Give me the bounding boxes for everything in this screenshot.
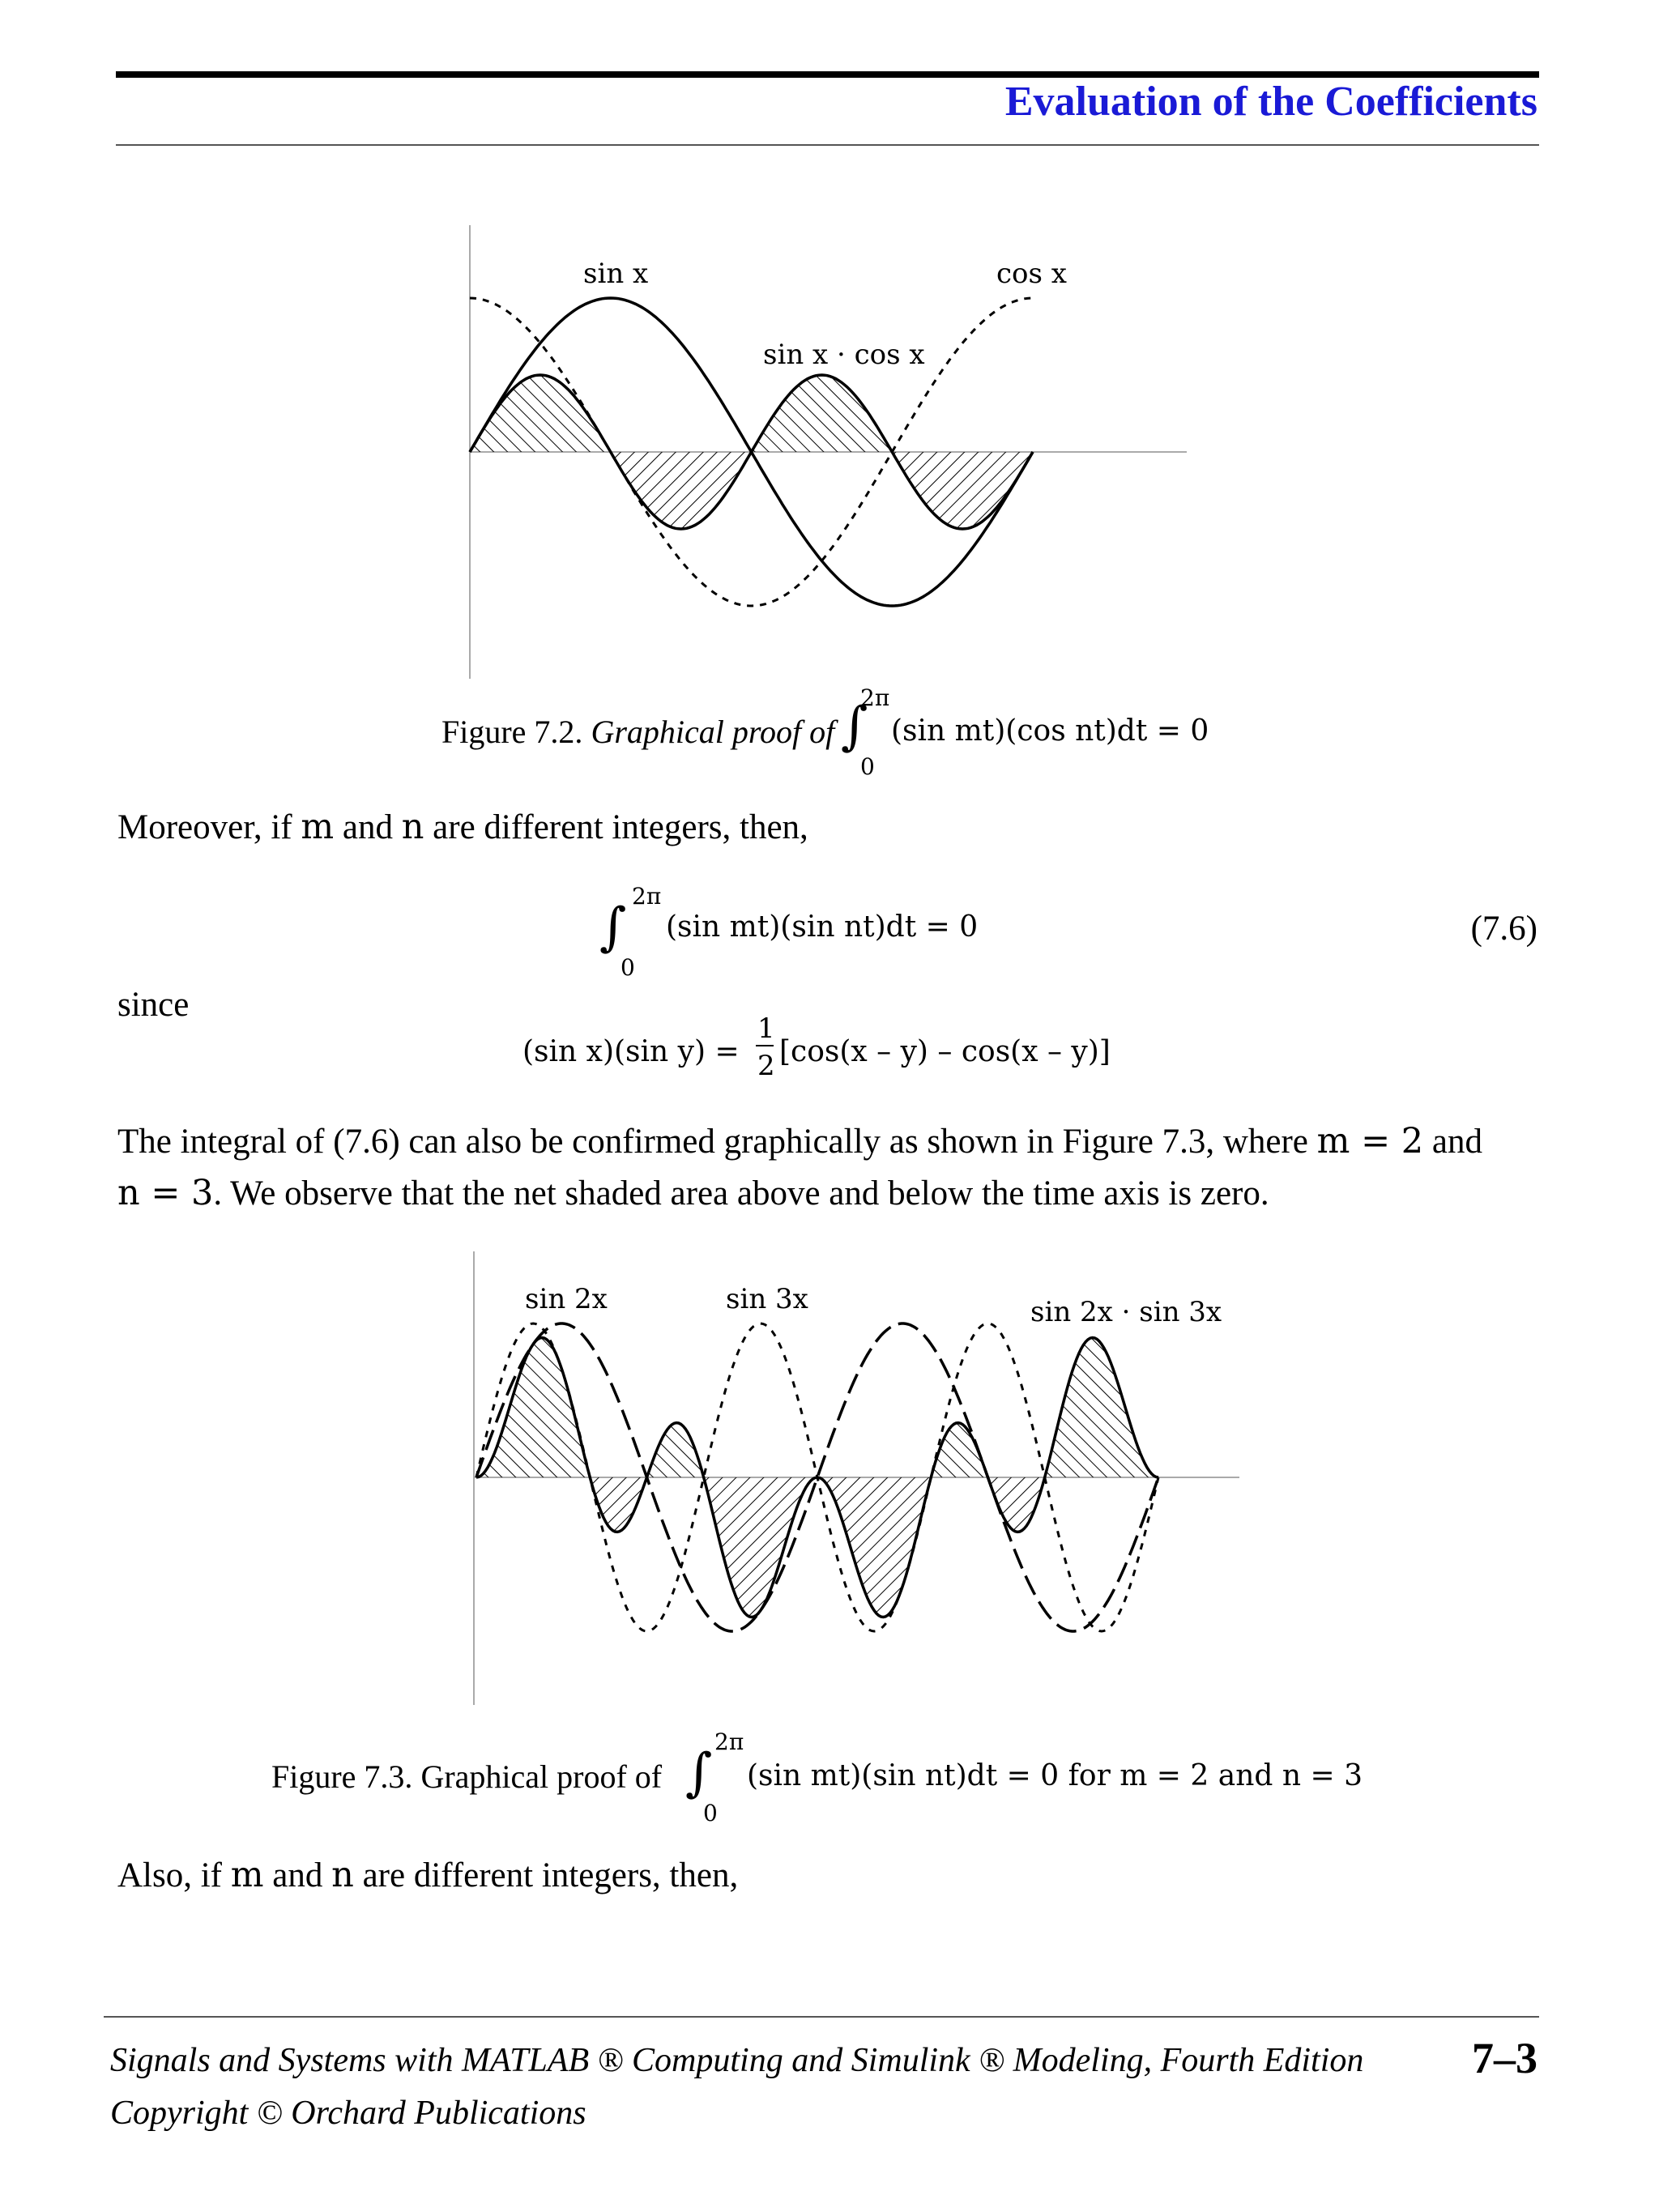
text: The integral of (7.6) can also be confirmed graphically as shown in Figure 7.3, where — [117, 1123, 1317, 1161]
upper-limit: 2π — [714, 1728, 744, 1755]
caption-prefix: Figure 7.3. — [271, 1758, 413, 1795]
text: and — [263, 1856, 332, 1894]
since-label: since — [117, 986, 190, 1024]
m-equals: m = 2 — [1316, 1121, 1424, 1161]
footer-copyright: Copyright © Orchard Publications — [110, 2095, 586, 2132]
footer-book-title: Signals and Systems with MATLAB ® Computing and Simulink ® Modeling, Fourth Edition — [110, 2042, 1364, 2079]
text: Moreover, if — [117, 808, 301, 846]
fraction-numerator: 1 — [757, 1012, 775, 1045]
n-equals: n = 3 — [117, 1173, 214, 1213]
fig73-label-sin2x: sin 2x — [525, 1283, 608, 1315]
caption-prefix: Figure 7.2. — [441, 714, 583, 750]
integral-sign: ∫ — [841, 697, 868, 757]
footer-divider — [104, 2016, 1539, 2018]
figure-7-3-caption — [271, 1758, 662, 1796]
var-m: m — [301, 807, 335, 847]
identity-lhs: (sin x)(sin y) = — [522, 1035, 740, 1068]
text: are different integers, then, — [353, 1856, 739, 1894]
fig73-label-sin3x: sin 3x — [726, 1283, 808, 1315]
fig72-label-cos: cos x — [996, 258, 1067, 290]
fig73-label-product: sin 2x · sin 3x — [1030, 1296, 1222, 1328]
var-n: n — [401, 807, 424, 847]
text: and — [1423, 1123, 1482, 1161]
upper-limit: 2π — [860, 684, 890, 711]
text: . We observe that the net shaded area above and below the time axis is zero. — [213, 1174, 1269, 1213]
lower-limit: 0 — [703, 1800, 718, 1826]
var-n: n — [331, 1855, 354, 1895]
caption-integrand: (sin mt)(sin nt)dt = 0 for m = 2 and n = 3 — [747, 1759, 1363, 1792]
paragraph-3 — [117, 1855, 738, 1895]
integral-sign: ∫ — [599, 897, 627, 957]
fig72-label-sin: sin x — [583, 258, 649, 290]
caption-text: Graphical proof of — [420, 1758, 663, 1795]
text: Also, if — [117, 1856, 231, 1894]
equation-7-6: (sin mt)(sin nt)dt = 0 — [666, 910, 979, 944]
fig72-label-product: sin x · cos x — [763, 339, 925, 371]
caption-integrand: (sin mt)(cos nt)dt = 0 — [891, 714, 1209, 748]
text: and — [334, 808, 402, 846]
section-title: Evaluation of the Coefficients — [1004, 79, 1537, 125]
fraction-denominator: 2 — [757, 1050, 775, 1082]
equation-number: (7.6) — [1470, 910, 1537, 948]
page-number: 7–3 — [1472, 2034, 1537, 2082]
var-m: m — [230, 1855, 264, 1895]
caption-text: Graphical proof of — [591, 714, 835, 750]
text: are different integers, then, — [424, 808, 808, 846]
lower-limit: 0 — [860, 753, 875, 780]
identity-rhs: [cos(x – y) – cos(x – y)] — [779, 1035, 1111, 1068]
lower-limit: 0 — [621, 954, 635, 981]
integral-sign: ∫ — [685, 1743, 713, 1803]
upper-limit: 2π — [632, 883, 662, 910]
